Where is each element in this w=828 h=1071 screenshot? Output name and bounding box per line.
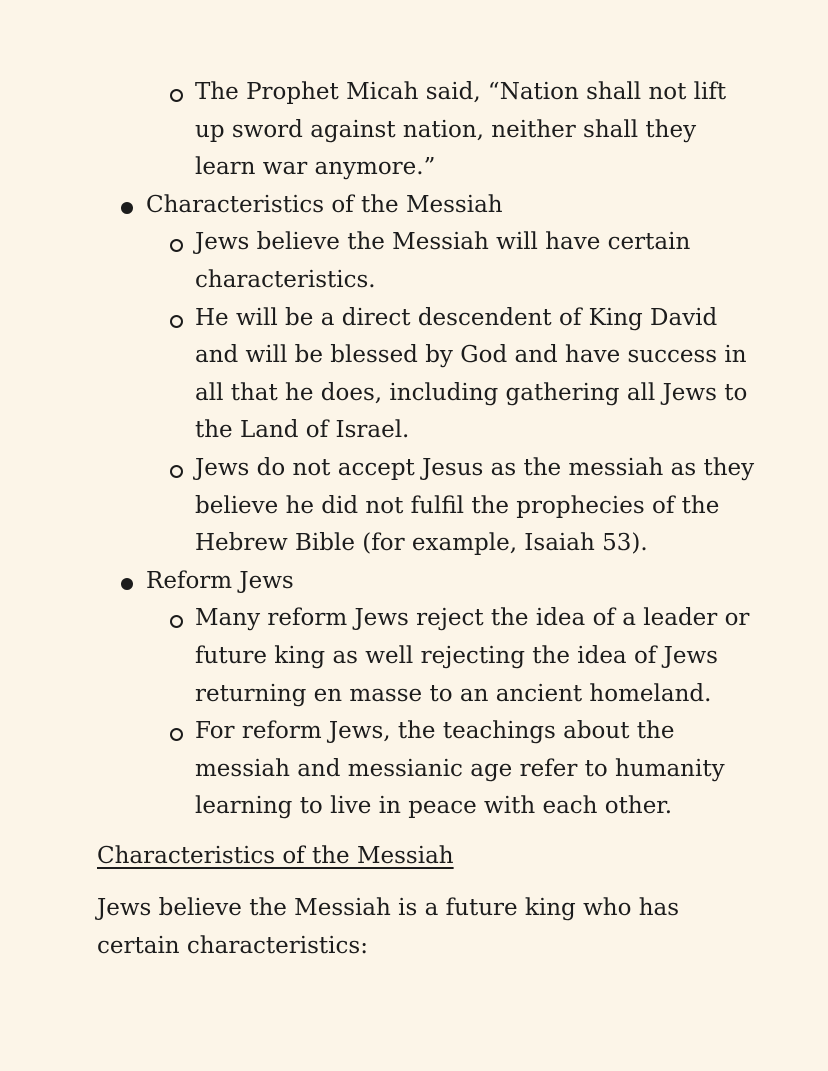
main-bullet-list [97, 187, 757, 826]
bullet-label: Reform Jews [146, 567, 294, 594]
hollow-bullet-icon [170, 615, 183, 628]
sub-bullet-item [97, 600, 755, 713]
hollow-bullet-icon [170, 315, 183, 328]
sublist-characteristics [97, 224, 755, 562]
sub-bullet-text: He will be a direct descendent of King David and will be blessed by God and have success in all that he does, including gathering all Jews to the Land of Israel. [195, 304, 748, 444]
hollow-bullet-icon [170, 728, 183, 741]
sub-bullet-item [97, 300, 755, 450]
sub-bullet-text: Jews believe the Messiah will have certain characteristics. [195, 229, 691, 293]
filled-bullet-icon [121, 202, 133, 214]
sub-bullet-text: Many reform Jews reject the idea of a leader or future king as well rejecting the idea of Jews returning en masse to an ancient homeland. [195, 605, 750, 707]
hollow-bullet-icon [170, 239, 183, 252]
sub-bullet-text: For reform Jews, the teachings about the messiah and messianic age refer to humanity learning to live in peace with each other. [195, 718, 725, 820]
sub-bullet-item [97, 713, 755, 826]
sublist-reform-jews [97, 600, 750, 826]
continued-sublist [97, 74, 757, 187]
bullet-item-reform-jews [97, 563, 750, 826]
section-paragraph: Jews believe the Messiah is a future king who has certain characteristics: [97, 895, 680, 959]
sub-bullet-item [97, 74, 755, 187]
filled-bullet-icon [121, 578, 133, 590]
hollow-bullet-icon [170, 465, 183, 478]
sub-bullet-item [97, 450, 755, 563]
sub-bullet-text: The Prophet Micah said, “Nation shall not lift up sword against nation, neither shall they learn war anymore.” [195, 79, 727, 181]
bullet-item-characteristics [97, 187, 755, 563]
hollow-bullet-icon [170, 89, 183, 102]
bullet-label: Characteristics of the Messiah [146, 191, 503, 218]
bullet-outline [97, 74, 757, 826]
section-heading: Characteristics of the Messiah [97, 843, 454, 869]
sub-bullet-item [97, 224, 755, 299]
sub-bullet-text: Jews do not accept Jesus as the messiah as they believe he did not fulfil the prophecies of the Hebrew Bible (for example, Isaiah 53). [195, 454, 755, 557]
